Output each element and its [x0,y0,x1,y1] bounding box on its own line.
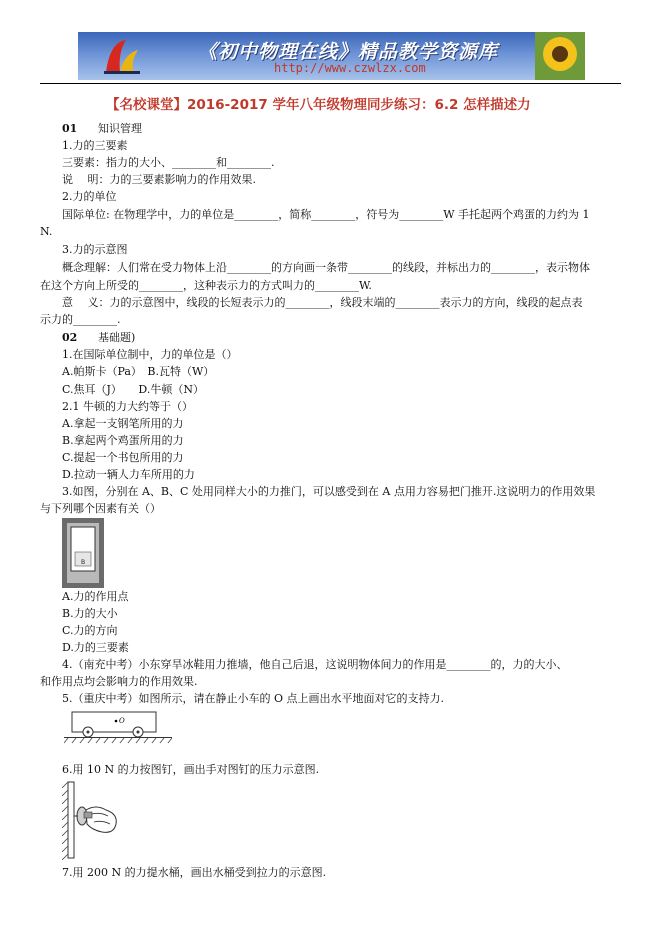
question-5: 5.（重庆中考）如图所示，请在静止小车的 O 点上画出水平地面对它的支持力. [62,692,445,705]
banner-title: 《初中物理在线》精品教学资源库 [198,41,499,63]
subheading: 3.力的示意图 [62,243,128,256]
paragraph-line: 说 明：力的三要素影响力的作用效果. [62,173,256,186]
question-4-cont: 和作用点均会影响力的作用效果. [40,675,198,688]
section-heading: 知识管理 [98,122,142,135]
question-option: B.力的大小 [62,607,118,620]
question-6: 6.用 10 N 的力按图钉，画出手对图钉的压力示意图. [62,763,320,776]
question-option: C.提起一个书包所用的力 [62,451,184,464]
subheading: 1.力的三要素 [62,139,128,152]
paragraph-line: 三要素：指力的大小、________和________. [62,156,275,169]
question-option: D.拉动一辆人力车所用的力 [62,468,195,481]
paragraph-line: 国际单位: 在物理学中，力的单位是________，简称________，符号为________W 手托起两个鸡蛋的力约为 1 [62,208,590,221]
header-banner [78,32,585,80]
cart-figure [64,708,172,744]
sunflower-icon [535,32,585,80]
door-label: B [81,559,86,566]
question-3-cont: 与下列哪个因素有关（） [40,502,161,515]
logo-icon [100,36,144,76]
subheading: 2.力的单位 [62,190,117,203]
question-option: A.拿起一支钢笔所用的力 [62,417,184,430]
question-4: 4.（南充中考）小东穿旱冰鞋用力推墙，他自己后退，这说明物体间力的作用是________的，力的大小、 [62,658,568,671]
paragraph-line: 示力的________. [40,313,121,326]
section-heading: 基础题) [98,331,136,344]
section-number: 01 [62,122,78,135]
paragraph-line: N. [40,225,53,238]
thumbtack-figure [62,780,126,860]
question-option: C.力的方向 [62,624,118,637]
page-title: 【名校课堂】2016-2017 学年八年级物理同步练习：6.2 怎样描述力 [106,97,531,113]
cart-point-label: O [119,717,125,725]
question-3: 3.如图，分别在 A、B、C 处用同样大小的力推门，可以感受到在 A 点用力容易把门推开.这说明力的作用效果 [62,485,596,498]
question-7: 7.用 200 N 的力提水桶，画出水桶受到拉力的示意图. [62,866,327,879]
question-option: C.焦耳（J） D.牛顿（N） [62,383,204,396]
door-figure [62,518,104,588]
paragraph-line: 在这个方向上所受的________，这种表示力的方式叫力的________W. [40,279,372,292]
question-option: B.拿起两个鸡蛋所用的力 [62,434,184,447]
question-1: 1.在国际单位制中，力的单位是（） [62,348,238,361]
section-number: 02 [62,331,78,344]
question-option: A.力的作用点 [62,590,129,603]
header-rule [40,83,621,84]
question-option: A.帕斯卡（Pa） B.瓦特（W） [62,365,215,378]
question-option: D.力的三要素 [62,641,129,654]
paragraph-line: 概念理解：人们常在受力物体上沿________的方向画一条带________的线段，并标出力的________，表示物体 [62,261,590,274]
banner-url[interactable]: http://www.czwlzx.com [274,61,426,75]
question-2: 2.1 牛顿的力大约等于（） [62,400,193,413]
paragraph-line: 意 义：力的示意图中，线段的长短表示力的________，线段末端的________表示力的方向，线段的起点表 [62,296,583,309]
